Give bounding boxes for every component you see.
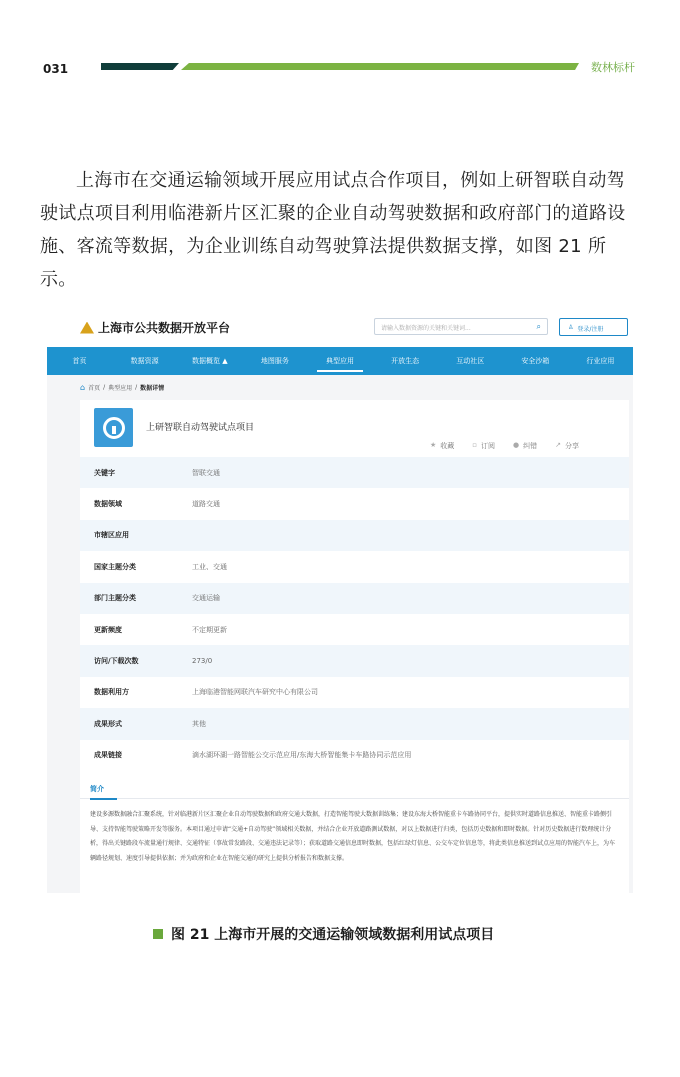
favorite-button[interactable]: ★ 收藏: [430, 441, 455, 450]
search-icon[interactable]: ⌕: [536, 322, 541, 331]
detail-key: 数据领域: [94, 500, 122, 509]
intro-text: 建设多源数据融合汇聚系统，针对临港新片区汇聚企业自动驾驶数据和政府交通大数据，打造智能驾驶大数据训练集；建设东海大桥智能重卡车路协同平台，提供实时道路信息推送、智能重卡路侧引导、支持智能驾驶策略开发等服务。本项目通过申请“交通+自动驾驶”领域相关数据，并结合企业开放道路测试数据，对以上数据进行归类，包括历史数据和即时数据。针对历史数据进行数理统计分析，得出关键路段车流量通行规律、交通特征（事故常发路段、交通违法记录等）；获取道路交通信息即时数据，包括红绿灯信息、公交车定位信息等，将此类信息推送到试点应用的智能汽车上，为车辆路径规划、速度引导提供依据；并为政府和企业在智能交通的研究上提供分析报告和数据支撑。: [90, 811, 616, 862]
detail-key: 部门主题分类: [94, 594, 136, 603]
detail-value: 工业、交通: [192, 562, 227, 571]
bookmark-icon: ▫: [472, 441, 478, 449]
action-bar: [430, 441, 579, 451]
detail-value: 不定期更新: [192, 625, 227, 634]
search-input[interactable]: [374, 318, 548, 335]
site-logo[interactable]: [80, 319, 230, 336]
tab-intro[interactable]: 简介: [90, 784, 117, 800]
detail-row: [80, 457, 629, 488]
header-green-bar: [181, 63, 579, 70]
site-topbar: [47, 305, 633, 347]
breadcrumb-section[interactable]: 典型应用: [108, 385, 133, 392]
logo-icon: [80, 322, 94, 334]
nav-item-sandbox[interactable]: 安全沙箱: [521, 357, 550, 365]
star-icon: ★: [430, 441, 437, 449]
info-icon: ●: [513, 441, 520, 449]
breadcrumb-current: 数据详情: [140, 385, 165, 392]
share-button[interactable]: ↗ 分享: [555, 441, 580, 450]
user-icon: ♙: [568, 324, 574, 331]
detail-card: [80, 400, 629, 893]
detail-key: 关键字: [94, 468, 115, 477]
main-nav: [47, 347, 633, 375]
detail-value: 道路交通: [192, 500, 220, 509]
nav-item-home[interactable]: 首页: [72, 357, 87, 365]
detail-row: [80, 488, 629, 519]
breadcrumb-separator: /: [135, 384, 138, 391]
nav-item-data-overview[interactable]: 数据概览 ▲: [191, 357, 228, 365]
detail-value: 其他: [192, 719, 206, 728]
share-icon: ↗: [555, 441, 562, 449]
caption-marker: [153, 929, 163, 939]
detail-row: [80, 583, 629, 614]
report-button[interactable]: ● 纠错: [513, 441, 538, 450]
figure-caption: [153, 924, 494, 944]
detail-value: 智联交通: [192, 468, 220, 477]
detail-row: [80, 708, 629, 739]
detail-row: [80, 520, 629, 551]
breadcrumb: [80, 383, 164, 392]
subscribe-button[interactable]: ▫ 订阅: [472, 441, 496, 450]
login-button[interactable]: [559, 318, 628, 336]
detail-row: [80, 551, 629, 582]
detail-key: 数据利用方: [94, 688, 129, 697]
detail-row: [80, 740, 629, 771]
detail-key: 市辖区应用: [94, 531, 129, 540]
detail-key: 成果形式: [94, 719, 122, 728]
detail-key: 国家主题分类: [94, 562, 136, 571]
nav-item-community[interactable]: 互动社区: [456, 357, 485, 365]
body-paragraph: 上海市在交通运输领域开展应用试点合作项目，例如上研智联自动驾驶试点项目利用临港新片区汇聚的企业自动驾驶数据和政府部门的道路设施、客流等数据，为企业训练自动驾驶算法提供数据支撑，如图 21 所示。: [40, 170, 626, 290]
project-title: 上研智联自动驾驶试点项目: [146, 423, 255, 433]
nav-item-industry[interactable]: 行业应用: [586, 357, 615, 365]
brand-label: 数林标杆: [591, 61, 635, 74]
home-icon: ⌂: [80, 383, 86, 392]
header-dark-bar: [101, 63, 179, 70]
nav-item-ecosystem[interactable]: 开放生态: [391, 357, 420, 365]
detail-row: [80, 645, 629, 676]
nav-item-map-service[interactable]: 地图服务: [260, 357, 289, 365]
caption-text: 图 21 上海市开展的交通运输领域数据利用试点项目: [171, 927, 495, 943]
search-placeholder: 请输入数据资源的关键和关键词...: [381, 325, 471, 332]
login-label: 登录/注册: [577, 326, 604, 333]
nav-item-typical-apps[interactable]: 典型应用: [307, 347, 372, 375]
nav-item-data-resources[interactable]: 数据资源: [130, 357, 159, 365]
detail-row: [80, 614, 629, 645]
breadcrumb-separator: /: [103, 384, 106, 391]
detail-value: 交通运输: [192, 594, 220, 603]
detail-key: 更新频度: [94, 625, 122, 634]
detail-value[interactable]: 滴水湖环湖一路智能公交示范应用/东海大桥智能集卡车路协同示范应用: [192, 751, 412, 760]
site-title: 上海市公共数据开放平台: [98, 321, 231, 335]
detail-table: [80, 457, 629, 771]
page-number: 031: [43, 62, 69, 76]
figure-screenshot: [47, 305, 633, 893]
detail-key: 成果链接: [94, 751, 122, 760]
breadcrumb-home[interactable]: 首页: [88, 385, 101, 392]
detail-value: 273/0: [192, 657, 213, 666]
detail-value: 上海临港智能网联汽车研究中心有限公司: [192, 688, 318, 697]
detail-key: 访问/下载次数: [94, 657, 139, 666]
intro-tab-bar: [80, 779, 629, 799]
detail-row: [80, 677, 629, 708]
steering-wheel-icon: [94, 408, 133, 447]
